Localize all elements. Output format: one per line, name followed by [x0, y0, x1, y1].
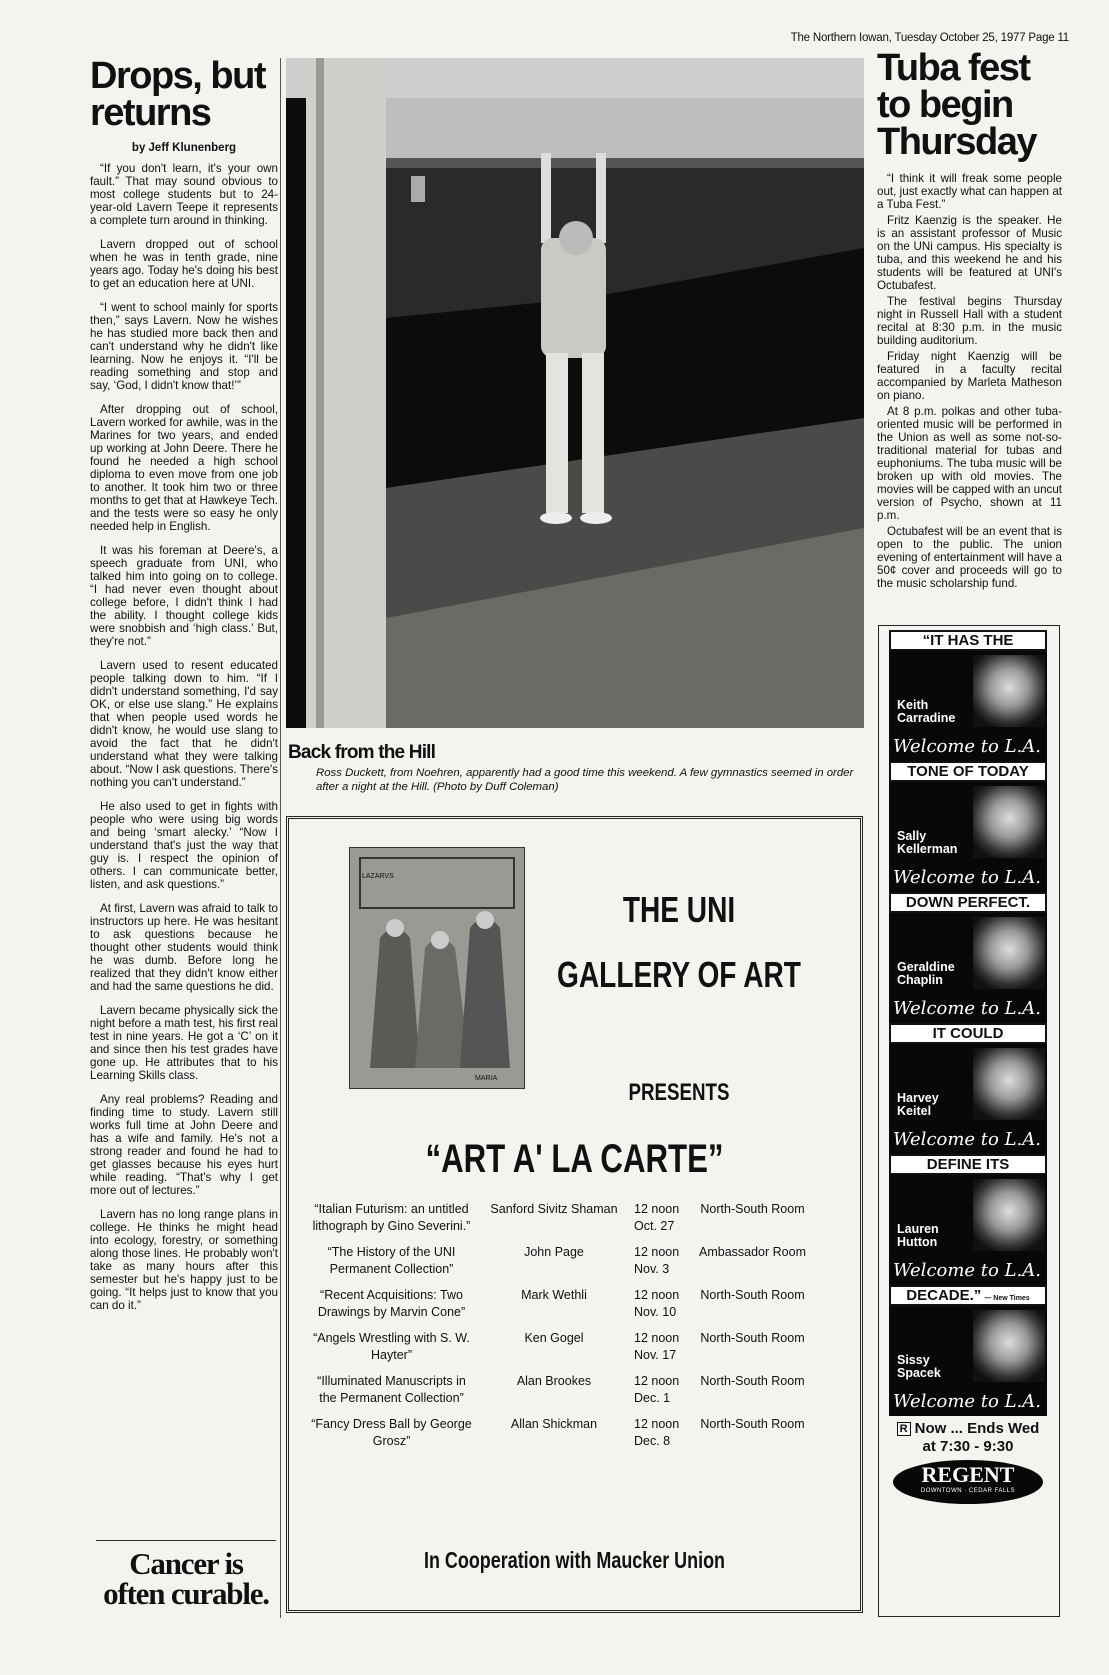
movie-ad-panels	[889, 630, 1047, 1416]
paragraph: He also used to get in fights with people who were using big words and being ‘smart alecky.’ “Now I understand that's just the way that guy is. I respect the opinion of others. I can communicate better, listen, and ask questions.”	[90, 800, 278, 892]
regent-theater-logo	[893, 1460, 1043, 1504]
actor-portrait	[973, 917, 1045, 989]
quote-text: DOWN PERFECT.	[905, 894, 1031, 911]
lecture-time: 12 noon	[634, 1331, 680, 1345]
film-title: Welcome to L.A.	[893, 1391, 1041, 1412]
paragraph: “If you don't learn, it's your own fault.” That may sound obvious to most college students but to 24-year-old Lavern Teepe it represents a complete turn around in thinking.	[90, 162, 278, 228]
lecture-time-date	[634, 1416, 690, 1450]
quote-text: IT COULD	[932, 1025, 1004, 1042]
paragraph: “I went to school mainly for sports then,” says Lavern. Now he wishes he has studied more back then and can't understand why he didn't like learning. Now he enjoys it. “I'll be reading something and stop and say, ‘God, I didn't know that!’”	[90, 301, 278, 393]
lecture-time-date	[634, 1244, 690, 1278]
quote-bar	[889, 630, 1047, 651]
paragraph: At first, Lavern was afraid to talk to instructors up here. He was hesitant to ask questions because he thought other students would think he was dumb. Before long he realized that they didn't know either and had the same questions he did.	[90, 902, 278, 994]
lecture-date: Dec. 8	[634, 1434, 671, 1448]
paragraph: Lavern has no long range plans in college. He thinks he might head into ecology, forestry, or something along those lines. He probably won't take as many hours after this semester but he's happy just to be going. “It helps just to know that you can do it.”	[90, 1208, 278, 1313]
schedule-row	[309, 1244, 849, 1278]
showtimes: at 7:30 - 9:30	[922, 1438, 1014, 1455]
lecture-speaker: Alan Brookes	[516, 1374, 592, 1388]
quote-bar	[889, 892, 1047, 913]
lecture-time: 12 noon	[634, 1374, 680, 1388]
movie-ad-welcome-to-la	[878, 625, 1060, 1617]
schedule-row	[309, 1201, 849, 1235]
actor-portrait	[973, 786, 1045, 858]
paragraph: Fritz Kaenzig is the speaker. He is an assistant professor of Music on the UNi campus. His specialty is tuba, and this weekend he and his students will be featured at UNI's Octubafest.	[877, 213, 1062, 292]
actor-panel	[889, 1306, 1047, 1416]
lecture-speaker: Ken Gogel	[524, 1331, 584, 1345]
showing-line	[889, 1420, 1047, 1438]
lecture-speaker: John Page	[524, 1245, 584, 1259]
quote-bar	[889, 1023, 1047, 1044]
actor-portrait	[973, 1048, 1045, 1120]
left-article-body	[90, 162, 278, 1312]
lecture-room: North-South Room	[700, 1374, 805, 1388]
theater-location: DOWNTOWN · CEDAR FALLS	[920, 1488, 1016, 1494]
actor-name: Lauren Hutton	[897, 1222, 939, 1249]
lecture-title: “The History of the UNI Permanent Collection”	[327, 1245, 456, 1276]
schedule-row	[309, 1416, 849, 1450]
lecture-time: 12 noon	[634, 1417, 680, 1431]
theater-name: REGENT	[921, 1462, 1015, 1487]
photo-caption: Ross Duckett, from Noehren, apparently had a good time this weekend. A few gymnastics seemed in order after a night at the Hill. (Photo by Duff Coleman)	[316, 767, 854, 793]
quote-source: — New Times	[984, 1295, 1030, 1302]
lecture-title: “Illuminated Manuscripts in the Permanent Collection”	[317, 1374, 466, 1405]
lecture-time: 12 noon	[634, 1245, 680, 1259]
quote-bar	[889, 1285, 1047, 1306]
lecture-room: North-South Room	[700, 1331, 805, 1345]
paragraph: At 8 p.m. polkas and other tuba-oriented music will be performed in the Union as well as some not-so-traditional material for tubas and euphoniums. The tuba music will be broken up with old movies. The movies will be capped with an uncut version of Psycho, shown at 11 p.m.	[877, 404, 1062, 522]
actor-panel	[889, 651, 1047, 761]
lecture-title: “Fancy Dress Ball by George Grosz”	[311, 1417, 472, 1448]
lecture-room: Ambassador Room	[699, 1245, 806, 1259]
column-divider	[280, 58, 281, 1618]
paragraph: The festival begins Thursday night in Russell Hall with a student recital at 8:30 p.m. in the music building auditorium.	[877, 294, 1062, 347]
paragraph: Any real problems? Reading and finding time to study. Lavern still works full time at John Deere and has a wife and family. He's not a strong reader and found he had to get glasses because his eyes hurt while reading. “That's why I get more out of lectures.”	[90, 1093, 278, 1198]
film-title: Welcome to L.A.	[893, 867, 1041, 888]
photo-title: Back from the Hill	[288, 742, 436, 763]
lecture-room: North-South Room	[700, 1417, 805, 1431]
actor-portrait	[973, 655, 1045, 727]
quote-text: DECADE.”	[906, 1287, 982, 1304]
film-title: Welcome to L.A.	[893, 1129, 1041, 1150]
masthead: The Northern Iowan, Tuesday October 25, 1977 Page 11	[790, 32, 1069, 44]
actor-name: Keith Carradine	[897, 698, 956, 725]
right-article-body	[877, 172, 1062, 590]
quote-text: DEFINE ITS	[926, 1156, 1010, 1173]
showing-text: Now ... Ends Wed	[914, 1420, 1040, 1437]
right-article	[877, 47, 1062, 593]
lecture-title: “Italian Futurism: an untitled lithograph by Gino Severini.”	[312, 1202, 471, 1233]
lecture-schedule	[309, 1201, 849, 1459]
right-headline: Tuba fest to begin Thursday	[877, 47, 1037, 164]
paragraph: Lavern became physically sick the night before a math test, his first real test in nine years. He got a ‘C’ on it and since then his test grades have gone up. He attributes that to his Learning Skills class.	[90, 1004, 278, 1083]
image-label-right: MARIA	[475, 1075, 498, 1082]
quote-bar	[889, 761, 1047, 782]
paragraph: “I think it will freak some people out, just exactly what can happen at a Tuba Fest.”	[877, 171, 1062, 211]
lecture-time-date	[634, 1201, 690, 1235]
schedule-row	[309, 1373, 849, 1407]
paragraph: Lavern dropped out of school when he was in tenth grade, nine years ago. Today he's doing his best to get an education here at UNI.	[90, 238, 278, 291]
film-title: Welcome to L.A.	[893, 736, 1041, 757]
lecture-date: Oct. 27	[634, 1219, 675, 1233]
film-title: Welcome to L.A.	[893, 998, 1041, 1019]
actor-name: Geraldine Chaplin	[897, 960, 955, 987]
art-gallery-ad	[286, 816, 863, 1613]
lecture-date: Dec. 1	[634, 1391, 671, 1405]
actor-portrait	[973, 1310, 1045, 1382]
rating-badge: R	[897, 1422, 911, 1436]
lecture-time: 12 noon	[634, 1202, 680, 1216]
lecture-time-date	[634, 1373, 690, 1407]
lecture-title: “Angels Wrestling with S. W. Hayter”	[313, 1331, 470, 1362]
byline: by Jeff Klunenberg	[131, 142, 237, 155]
actor-panel	[889, 1044, 1047, 1154]
actor-panel	[889, 913, 1047, 1023]
left-article	[90, 55, 278, 1323]
actor-name: Harvey Keitel	[897, 1091, 939, 1118]
gallery-line-3: PRESENTS	[628, 1079, 730, 1106]
schedule-row	[309, 1330, 849, 1364]
gallery-line-2: GALLERY OF ART	[557, 954, 801, 995]
lecture-room: North-South Room	[700, 1202, 805, 1216]
paragraph: After dropping out of school, Lavern worked for awhile, was in the Marines for two years, and ended up working at John Deere. There he found he needed a high school diploma to even move from one job to another. It took him two or three months to get that at Hawkeye Tech. and the tests were so easy he only needed help in English.	[90, 403, 278, 534]
lecture-date: Nov. 17	[634, 1348, 677, 1362]
paragraph: It was his foreman at Deere's, a speech graduate from UNI, who talked him into going on to college. “I had never even thought about college before, I didn't think I had the ability. I thought college kids were snobbish and ‘high class.’ But, they're not.”	[90, 544, 278, 649]
lecture-speaker: Sanford Sivitz Shaman	[490, 1202, 618, 1216]
lecture-date: Nov. 3	[634, 1262, 670, 1276]
actor-name: Sissy Spacek	[897, 1353, 941, 1380]
lecture-date: Nov. 10	[634, 1305, 677, 1319]
quote-bar	[889, 1154, 1047, 1175]
lecture-speaker: Allan Shickman	[510, 1417, 598, 1431]
actor-panel	[889, 1175, 1047, 1285]
gallery-line-1: THE UNI	[622, 889, 736, 930]
series-title: “ART A' LA CARTE”	[425, 1137, 724, 1181]
lecture-time: 12 noon	[634, 1288, 680, 1302]
image-label-left: LAZARVS	[362, 873, 394, 880]
paragraph: Octubafest will be an event that is open to the public. The union evening of entertainment will have a 50¢ cover and proceeds will go to the music scholarship fund.	[877, 524, 1062, 590]
paragraph: Lavern used to resent educated people talking down to him. “If I didn't understand something, I'd say OK, or else use slang.” He explains that when people used words he didn't know, he would use slang to avoid the fact that he didn't understand what they were talking about. “Now I ask questions. There's nothing you can't understand.”	[90, 659, 278, 790]
actor-portrait	[973, 1179, 1045, 1251]
lecture-time-date	[634, 1287, 690, 1321]
cancer-filler-ad: Cancer is often curable.	[96, 1540, 276, 1609]
lecture-title: “Recent Acquisitions: Two Drawings by Marvin Cone”	[317, 1288, 466, 1319]
lecture-speaker: Mark Wethli	[521, 1288, 587, 1302]
quote-text: “IT HAS THE	[922, 632, 1014, 649]
film-title: Welcome to L.A.	[893, 1260, 1041, 1281]
paragraph: Friday night Kaenzig will be featured in a faculty recital accompanied by Marleta Matheson on piano.	[877, 349, 1062, 402]
lecture-room: North-South Room	[700, 1288, 805, 1302]
schedule-row	[309, 1287, 849, 1321]
lecture-time-date	[634, 1330, 690, 1364]
actor-name: Sally Kellerman	[897, 829, 958, 856]
actor-panel	[889, 782, 1047, 892]
cooperation-footer: In Cooperation with Maucker Union	[423, 1547, 726, 1573]
left-headline: Drops, but returns	[90, 55, 265, 135]
photo-hanging-student	[286, 58, 864, 728]
quote-text: TONE OF TODAY	[907, 763, 1029, 780]
